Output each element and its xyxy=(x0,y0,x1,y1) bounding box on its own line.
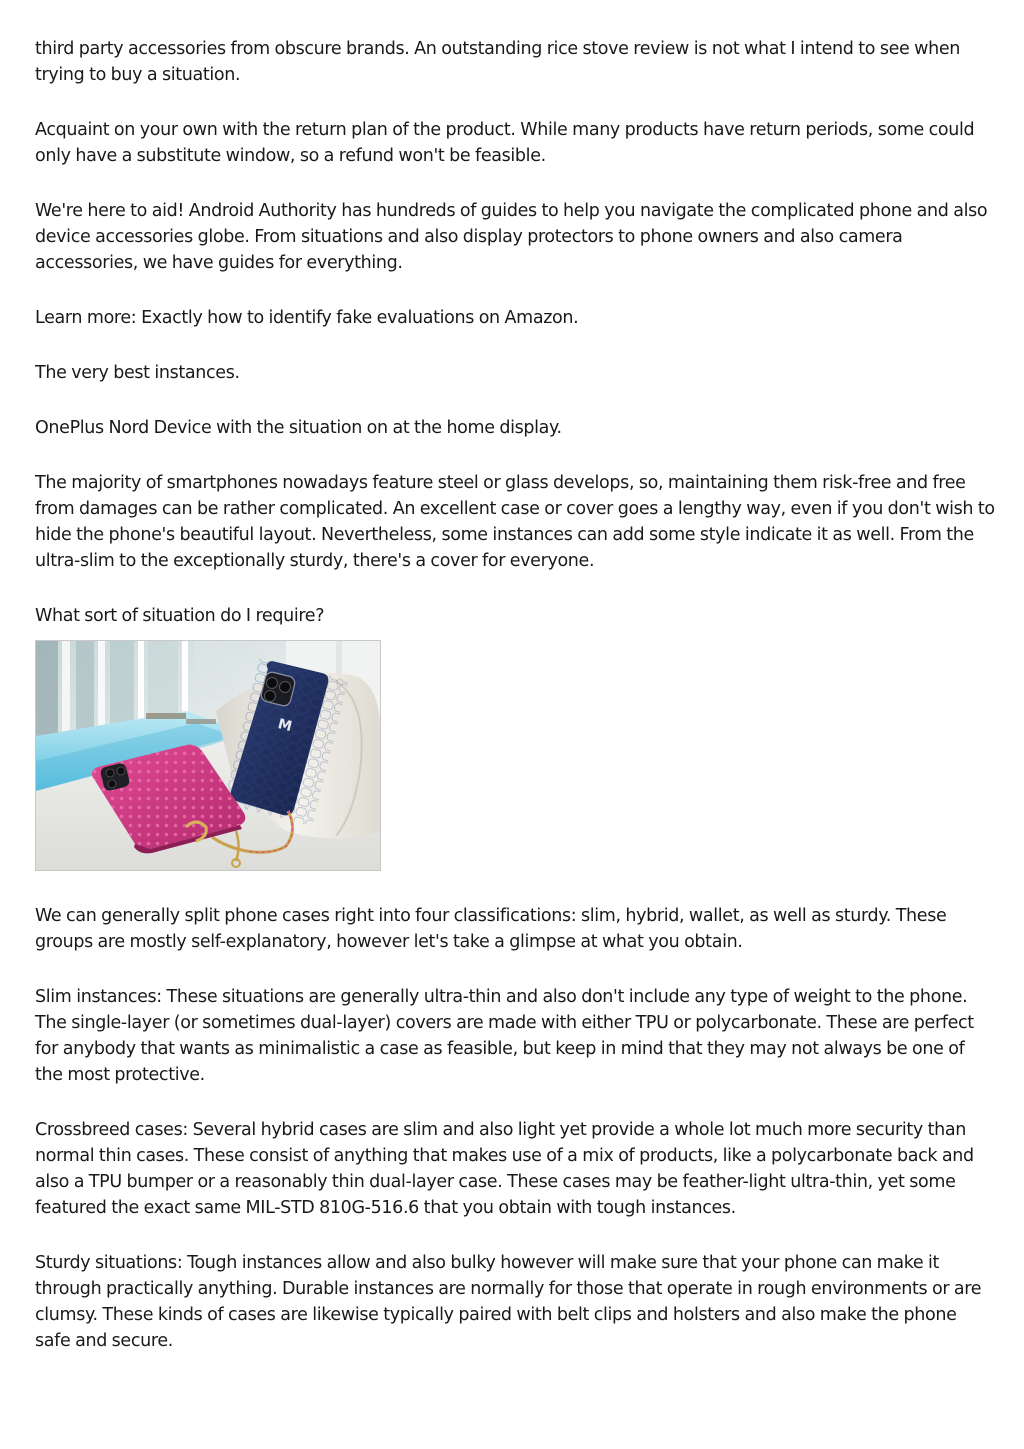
paragraph-four-classifications: We can generally split phone cases right into four classifications: slim, hybrid, wallet, as well as sturdy. These groups are mostly self-explanatory, however let's take a glimpse at what you obtain. xyxy=(35,906,947,952)
section-heading-which-case: What sort of situation do I require? xyxy=(35,606,325,626)
phone-cases-photo xyxy=(35,640,381,871)
paragraph-slim-instances: Slim instances: These situations are generally ultra-thin and also don't include any type of weight to the phone. The single-layer (or sometimes dual-layer) covers are made with either TPU or polycarbonate. These are perfect for anybody that wants as minimalistic a case as feasible, but keep in mind that they may not always be one of the most protective. xyxy=(35,987,974,1085)
case-logo: M xyxy=(276,716,294,736)
paragraph-guides: We're here to aid! Android Authority has hundreds of guides to help you navigate the complicated phone and also device accessories globe. From situations and also display protectors to phone owners and also camera accessories, we have guides for everything. xyxy=(35,201,988,273)
image-caption-oneplus: OnePlus Nord Device with the situation on at the home display. xyxy=(35,418,562,438)
paragraph-sturdy-situations: Sturdy situations: Tough instances allow and also bulky however will make sure that your phone can make it through practically anything. Durable instances are normally for those that operate in rough environments or are clumsy. These kinds of cases are likewise typically paired with belt clips and holsters and also make the phone safe and secure. xyxy=(35,1253,982,1351)
paragraph-return-policy: Acquaint on your own with the return plan of the product. While many products have return periods, some could only have a substitute window, so a refund won't be feasible. xyxy=(35,120,975,166)
paragraph-smartphones: The majority of smartphones nowadays feature steel or glass develops, so, maintaining them risk-free and free from damages can be rather complicated. An excellent case or cover goes a lengthy way, even if you don't wish to hide the phone's beautiful layout. Nevertheless, some instances can add some style indicate it as well. From the ultra-slim to the exceptionally sturdy, there's a cover for everyone. xyxy=(35,473,995,571)
section-heading-best-instances: The very best instances. xyxy=(35,363,240,383)
paragraph-learn-more: Learn more: Exactly how to identify fake evaluations on Amazon. xyxy=(35,308,579,328)
paragraph-intro-continued: third party accessories from obscure brands. An outstanding rice stove review is not what I intend to see when trying to buy a situation. xyxy=(35,39,961,85)
paragraph-crossbreed-cases: Crossbreed cases: Several hybrid cases are slim and also light yet provide a whole lot much more security than normal thin cases. These consist of anything that makes use of a mix of products, like a polycarbonate back and also a TPU bumper or a reasonably thin dual-layer case. These cases may be feather-light ultra-thin, yet some featured the exact same MIL-STD 810G-516.6 that you obtain with tough instances. xyxy=(35,1120,974,1218)
article-body xyxy=(35,36,995,1383)
